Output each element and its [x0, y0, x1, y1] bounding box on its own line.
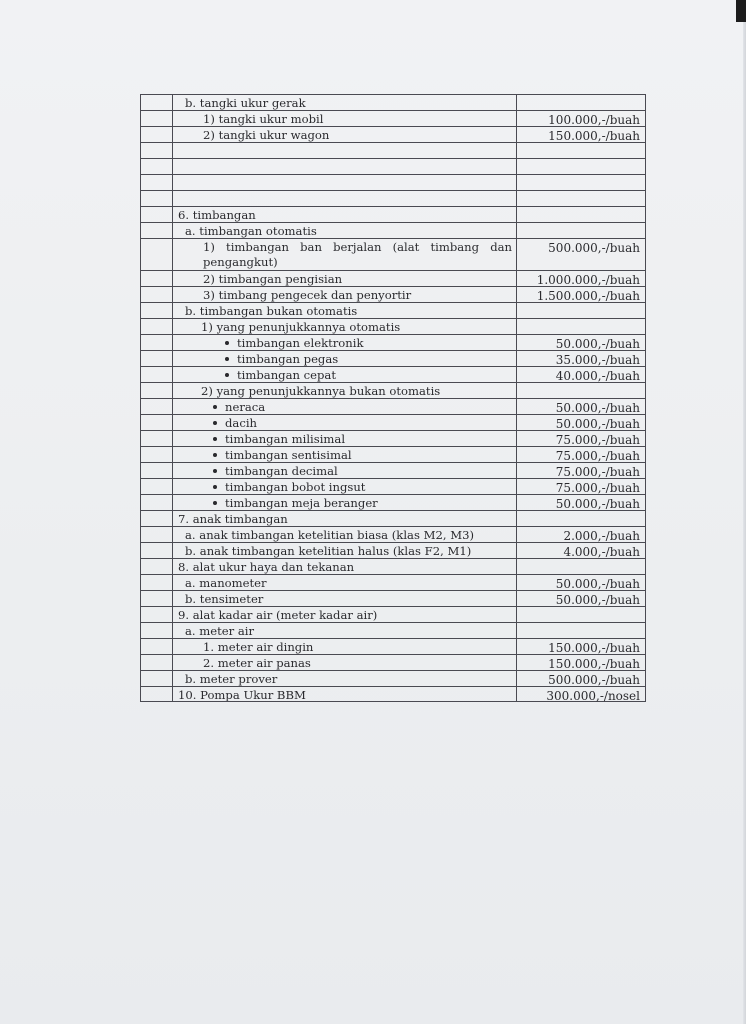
table-row	[140, 222, 646, 238]
description-cell	[173, 351, 517, 366]
fee-table	[140, 94, 646, 702]
fee-cell: 40.000,-/buah	[555, 369, 640, 383]
number-cell	[141, 303, 173, 318]
description-text: timbangan milisimal	[225, 432, 346, 446]
fee-cell: 50.000,-/buah	[555, 577, 640, 591]
description-cell	[173, 431, 517, 446]
table-row	[140, 302, 646, 318]
fee-cell: 150.000,-/buah	[548, 129, 640, 143]
fee-cell	[517, 191, 645, 206]
table-row	[140, 270, 646, 286]
number-cell	[141, 287, 173, 302]
fee-cell: 75.000,-/buah	[555, 433, 640, 447]
description-text: 1) timbangan ban berjalan (alat timbang dan pengangkut)	[203, 240, 512, 269]
description-text: 1. meter air dingin	[203, 640, 314, 654]
description-cell	[173, 143, 517, 158]
description-cell	[173, 207, 517, 222]
number-cell	[141, 319, 173, 334]
description-text: timbangan bobot ingsut	[225, 480, 366, 494]
fee-cell	[517, 383, 645, 398]
fee-cell	[517, 559, 645, 574]
description-cell	[173, 463, 517, 478]
table-row	[140, 462, 646, 478]
bullet-icon	[213, 501, 217, 505]
table-row	[140, 142, 646, 158]
description-text: 9. alat kadar air (meter kadar air)	[178, 608, 378, 622]
fee-cell	[517, 303, 645, 318]
description-cell	[173, 159, 517, 174]
description-text: 7. anak timbangan	[178, 512, 288, 526]
description-text: timbangan decimal	[225, 464, 338, 478]
table-row	[140, 670, 646, 686]
fee-cell: 50.000,-/buah	[555, 337, 640, 351]
number-cell	[141, 623, 173, 638]
number-cell	[141, 543, 173, 558]
table-row	[140, 478, 646, 494]
description-cell	[173, 223, 517, 238]
description-text: timbangan pegas	[237, 352, 339, 366]
description-text: timbangan sentisimal	[225, 448, 352, 462]
number-cell	[141, 383, 173, 398]
fee-cell	[517, 159, 645, 174]
number-cell	[141, 159, 173, 174]
fee-cell	[517, 319, 645, 334]
table-row	[140, 206, 646, 222]
description-text: a. manometer	[185, 576, 267, 590]
description-cell	[173, 271, 517, 286]
description-text: timbangan cepat	[237, 368, 336, 382]
description-text: timbangan elektronik	[237, 336, 364, 350]
bullet-icon	[213, 437, 217, 441]
fee-cell: 1.000.000,-/buah	[536, 273, 640, 287]
table-row	[140, 686, 646, 702]
description-cell	[173, 639, 517, 654]
description-cell	[173, 575, 517, 590]
fee-cell	[517, 607, 645, 622]
description-cell	[173, 607, 517, 622]
description-cell	[173, 367, 517, 382]
bullet-icon	[213, 453, 217, 457]
fee-cell: 500.000,-/buah	[548, 241, 640, 255]
fee-cell: 50.000,-/buah	[555, 593, 640, 607]
table-row	[140, 158, 646, 174]
description-cell	[173, 335, 517, 350]
number-cell	[141, 559, 173, 574]
table-row	[140, 446, 646, 462]
description-cell	[173, 127, 517, 142]
description-cell	[173, 175, 517, 190]
description-text: 2. meter air panas	[203, 656, 311, 670]
table-row	[140, 350, 646, 366]
description-text: a. meter air	[185, 624, 255, 638]
fee-cell: 75.000,-/buah	[555, 465, 640, 479]
description-cell	[173, 191, 517, 206]
bullet-icon	[225, 357, 229, 361]
number-cell	[141, 431, 173, 446]
table-row	[140, 414, 646, 430]
fee-cell: 35.000,-/buah	[555, 353, 640, 367]
table-row	[140, 654, 646, 670]
bullet-icon	[213, 421, 217, 425]
number-cell	[141, 479, 173, 494]
description-text: 8. alat ukur haya dan tekanan	[178, 560, 355, 574]
number-cell	[141, 463, 173, 478]
number-cell	[141, 95, 173, 110]
number-cell	[141, 607, 173, 622]
number-cell	[141, 495, 173, 510]
description-cell	[173, 399, 517, 414]
number-cell	[141, 671, 173, 686]
number-cell	[141, 271, 173, 286]
scan-shadow-corner	[736, 0, 746, 22]
table-row	[140, 286, 646, 302]
description-cell	[173, 319, 517, 334]
description-text: 1) yang penunjukkannya otomatis	[201, 320, 401, 334]
fee-cell: 75.000,-/buah	[555, 449, 640, 463]
description-text: timbangan meja beranger	[225, 496, 378, 510]
description-cell	[173, 591, 517, 606]
fee-cell: 150.000,-/buah	[548, 657, 640, 671]
number-cell	[141, 591, 173, 606]
description-cell	[173, 543, 517, 558]
number-cell	[141, 655, 173, 670]
table-row	[140, 334, 646, 350]
bullet-icon	[213, 469, 217, 473]
table-row	[140, 638, 646, 654]
table-row	[140, 590, 646, 606]
fee-cell: 150.000,-/buah	[548, 641, 640, 655]
description-text: b. anak timbangan ketelitian halus (klas F2, M1)	[185, 544, 472, 558]
table-row	[140, 526, 646, 542]
table-row	[140, 126, 646, 142]
table-row	[140, 318, 646, 334]
description-text: a. timbangan otomatis	[185, 224, 317, 238]
fee-cell: 1.500.000,-/buah	[536, 289, 640, 303]
fee-cell	[517, 143, 645, 158]
number-cell	[141, 687, 173, 701]
table-row	[140, 398, 646, 414]
table-row	[140, 574, 646, 590]
table-row	[140, 238, 646, 270]
table-row	[140, 430, 646, 446]
fee-cell	[517, 623, 645, 638]
description-cell	[173, 687, 517, 701]
number-cell	[141, 175, 173, 190]
description-cell	[173, 239, 517, 270]
table-row	[140, 190, 646, 206]
table-row	[140, 110, 646, 126]
description-text: 1) tangki ukur mobil	[203, 112, 324, 126]
fee-cell: 500.000,-/buah	[548, 673, 640, 687]
number-cell	[141, 639, 173, 654]
description-cell	[173, 447, 517, 462]
table-row	[140, 558, 646, 574]
description-cell	[173, 527, 517, 542]
description-cell	[173, 655, 517, 670]
description-cell	[173, 559, 517, 574]
fee-cell: 2.000,-/buah	[563, 529, 640, 543]
description-text: a. anak timbangan ketelitian biasa (klas M2, M3)	[185, 528, 474, 542]
table-row	[140, 622, 646, 638]
description-text: neraca	[225, 400, 266, 414]
table-row	[140, 382, 646, 398]
description-cell	[173, 111, 517, 126]
description-cell	[173, 511, 517, 526]
description-cell	[173, 303, 517, 318]
table-row	[140, 542, 646, 558]
number-cell	[141, 399, 173, 414]
description-cell	[173, 383, 517, 398]
number-cell	[141, 351, 173, 366]
table-row	[140, 494, 646, 510]
fee-cell: 100.000,-/buah	[548, 113, 640, 127]
description-cell	[173, 95, 517, 110]
description-text: 6. timbangan	[178, 208, 256, 222]
description-text: b. tensimeter	[185, 592, 264, 606]
description-text: 2) tangki ukur wagon	[203, 128, 330, 142]
description-text: b. timbangan bukan otomatis	[185, 304, 358, 318]
number-cell	[141, 575, 173, 590]
description-cell	[173, 479, 517, 494]
fee-cell	[517, 223, 645, 238]
description-text: b. tangki ukur gerak	[185, 96, 306, 110]
number-cell	[141, 111, 173, 126]
fee-cell	[517, 511, 645, 526]
fee-cell	[517, 175, 645, 190]
fee-cell	[517, 95, 645, 110]
fee-cell: 50.000,-/buah	[555, 401, 640, 415]
description-text: 2) timbangan pengisian	[203, 272, 343, 286]
number-cell	[141, 447, 173, 462]
description-cell	[173, 415, 517, 430]
fee-cell: 4.000,-/buah	[563, 545, 640, 559]
number-cell	[141, 207, 173, 222]
fee-cell: 300.000,-/nosel	[546, 689, 640, 703]
description-cell	[173, 495, 517, 510]
bullet-icon	[225, 373, 229, 377]
bullet-icon	[213, 405, 217, 409]
number-cell	[141, 223, 173, 238]
description-text: 10. Pompa Ukur BBM	[178, 688, 306, 701]
fee-cell	[517, 207, 645, 222]
description-text: 3) timbang pengecek dan penyortir	[203, 288, 412, 302]
bullet-icon	[225, 341, 229, 345]
number-cell	[141, 191, 173, 206]
number-cell	[141, 335, 173, 350]
description-cell	[173, 287, 517, 302]
table-row	[140, 174, 646, 190]
number-cell	[141, 367, 173, 382]
table-row	[140, 94, 646, 110]
description-text: 2) yang penunjukkannya bukan otomatis	[201, 384, 441, 398]
number-cell	[141, 527, 173, 542]
fee-cell: 75.000,-/buah	[555, 481, 640, 495]
fee-cell: 50.000,-/buah	[555, 417, 640, 431]
number-cell	[141, 239, 173, 270]
number-cell	[141, 127, 173, 142]
description-text: dacih	[225, 416, 258, 430]
description-cell	[173, 671, 517, 686]
table-row	[140, 510, 646, 526]
number-cell	[141, 511, 173, 526]
number-cell	[141, 415, 173, 430]
table-row	[140, 606, 646, 622]
description-text: b. meter prover	[185, 672, 278, 686]
bullet-icon	[213, 485, 217, 489]
fee-cell: 50.000,-/buah	[555, 497, 640, 511]
table-row	[140, 366, 646, 382]
number-cell	[141, 143, 173, 158]
description-cell	[173, 623, 517, 638]
